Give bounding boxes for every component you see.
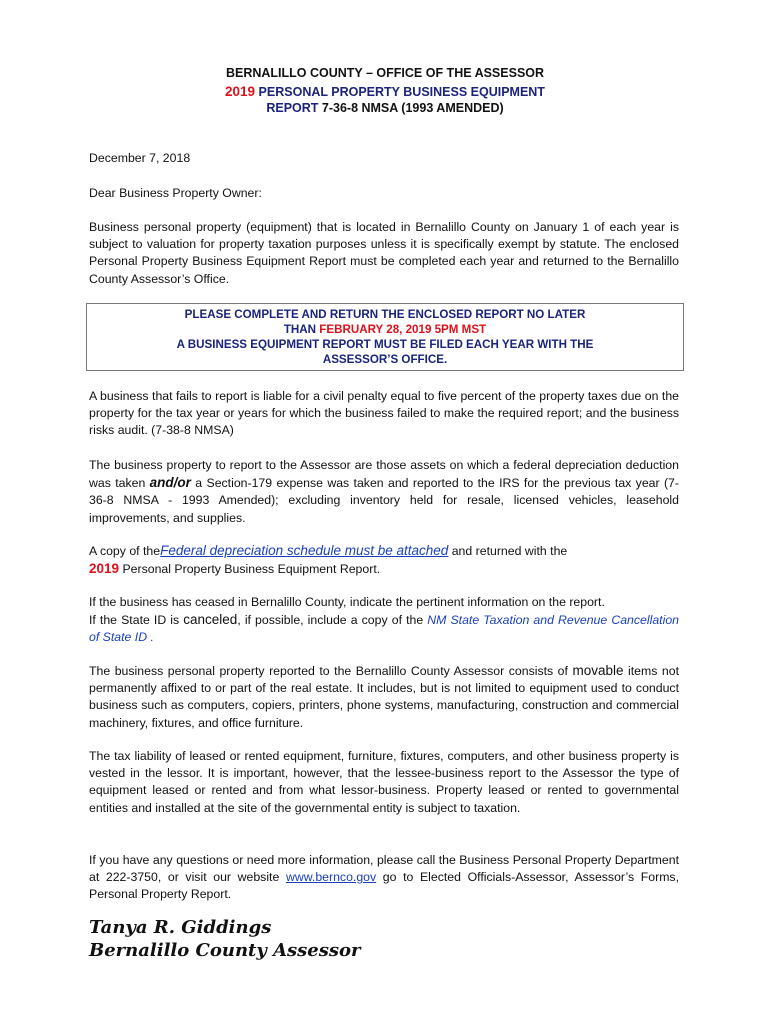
- deadline-notice: [86, 303, 684, 371]
- movable-word: movable: [572, 663, 624, 678]
- paragraph-valuation: Business personal property (equipment) that is located in Bernalillo County on January 1 of each year is subject to valuation for property taxation purposes unless it is specifically exempt by statute. The enclosed Personal Property Business Equipment Report must be completed each year and returned to the Bernalillo County Assessor’s Office.: [89, 220, 679, 286]
- notice-line2: [87, 322, 683, 337]
- depreciation-schedule-link[interactable]: Federal depreciation schedule must be attached: [160, 543, 449, 558]
- contact-before: If you have any questions or need more information, please call the Business Personal Property Department at 222-3750, or visit our website: [89, 853, 679, 885]
- header-line1: BERNALILLO COUNTY – OFFICE OF THE ASSESSOR: [225, 66, 545, 80]
- nm-cancellation-link[interactable]: NM State Taxation and Revenue Cancellation of State ID: [89, 613, 679, 645]
- header-year: 2019: [225, 84, 256, 99]
- ceased-end: .: [147, 630, 154, 645]
- notice-line4: ASSESSOR’S OFFICE.: [322, 353, 448, 366]
- movable-after: items not permanently affixed to or part of the real estate. It includes, but is not limited to equipment used to conduct business such as computers, copiers, printers, phone systems, manufacturing, construction and commercial machinery, fixtures, and office furniture.: [89, 664, 679, 730]
- header-title-rest: PERSONAL PROPERTY BUSINESS EQUIPMENT: [255, 85, 545, 99]
- signature-title: Bernalillo County Assessor: [89, 940, 361, 961]
- paragraph-leased: The tax liability of leased or rented equipment, furniture, fixtures, computers, and other business property is vested in the lessor. It is important, however, that the lessee-business report to the Assessor the type of equipment leased or rented and from what lessor-business. Property leased or rented to governmental entities and installed at the site of the governmental entity is subject to taxation.: [89, 749, 679, 815]
- movable-before: The business personal property reported to the Bernalillo County Assessor consists of: [89, 664, 573, 678]
- header-statute: [0, 100, 770, 117]
- letter-date: December 7, 2018: [89, 151, 191, 165]
- canceled-word: canceled: [183, 612, 238, 628]
- assets-text-after: a Section-179 expense was taken and reported to the IRS for the previous tax year (7-36-8 NMSA - 1993 Amended); excluding inventory held for resale, licensed vehicles, leasehold improvements, and supplies.: [89, 476, 679, 525]
- header-office: [0, 65, 770, 82]
- paragraph-movable: [89, 662, 679, 732]
- paragraph-penalty: A business that fails to report is liable for a civil penalty equal to five percent of the property taxes due on the property for the tax year or years for which the business failed to make the required report; and the business risks audit. (7-38-8 NMSA): [89, 389, 679, 438]
- signature-name: Tanya R. Giddings: [89, 917, 272, 938]
- notice-line3: A BUSINESS EQUIPMENT REPORT MUST BE FILED EACH YEAR WITH THE: [176, 338, 594, 351]
- depreciation-year: 2019: [89, 561, 120, 577]
- assets-text-before: The business property to report to the Assessor are those assets on which a federal depreciation deduction was taken: [89, 458, 679, 491]
- contact-after: go to Elected Officials-Assessor, Assessor’s Forms, Personal Property Report.: [89, 870, 679, 902]
- depreciation-text-after: and returned with the: [448, 544, 568, 558]
- notice-line1: PLEASE COMPLETE AND RETURN THE ENCLOSED REPORT NO LATER: [184, 308, 586, 321]
- header-statute-text: 7-36-8 NMSA (1993 AMENDED): [321, 101, 504, 115]
- ceased-line1: If the business has ceased in Bernalillo County, indicate the pertinent information on the report.: [89, 595, 605, 609]
- and-or-emphasis: and/or: [149, 475, 191, 491]
- header-title: [0, 83, 770, 101]
- notice-deadline: FEBRUARY 28, 2019: [319, 323, 432, 336]
- paragraph-assets: [89, 457, 679, 527]
- depreciation-text-before: A copy of the: [89, 544, 161, 558]
- notice-time: 5PM MST: [431, 323, 487, 336]
- ceased-before: If the State ID is: [89, 613, 184, 628]
- notice-than: THAN: [283, 323, 320, 336]
- header-report: REPORT: [266, 101, 322, 115]
- ceased-middle: , if possible, include a copy of the: [237, 613, 428, 628]
- paragraph-ceased: [89, 594, 679, 647]
- paragraph-depreciation: [89, 542, 679, 578]
- salutation: Dear Business Property Owner:: [89, 186, 262, 200]
- paragraph-contact: [89, 852, 679, 904]
- depreciation-rest: Personal Property Business Equipment Report.: [119, 562, 381, 577]
- website-link[interactable]: www.bernco.gov: [285, 870, 377, 885]
